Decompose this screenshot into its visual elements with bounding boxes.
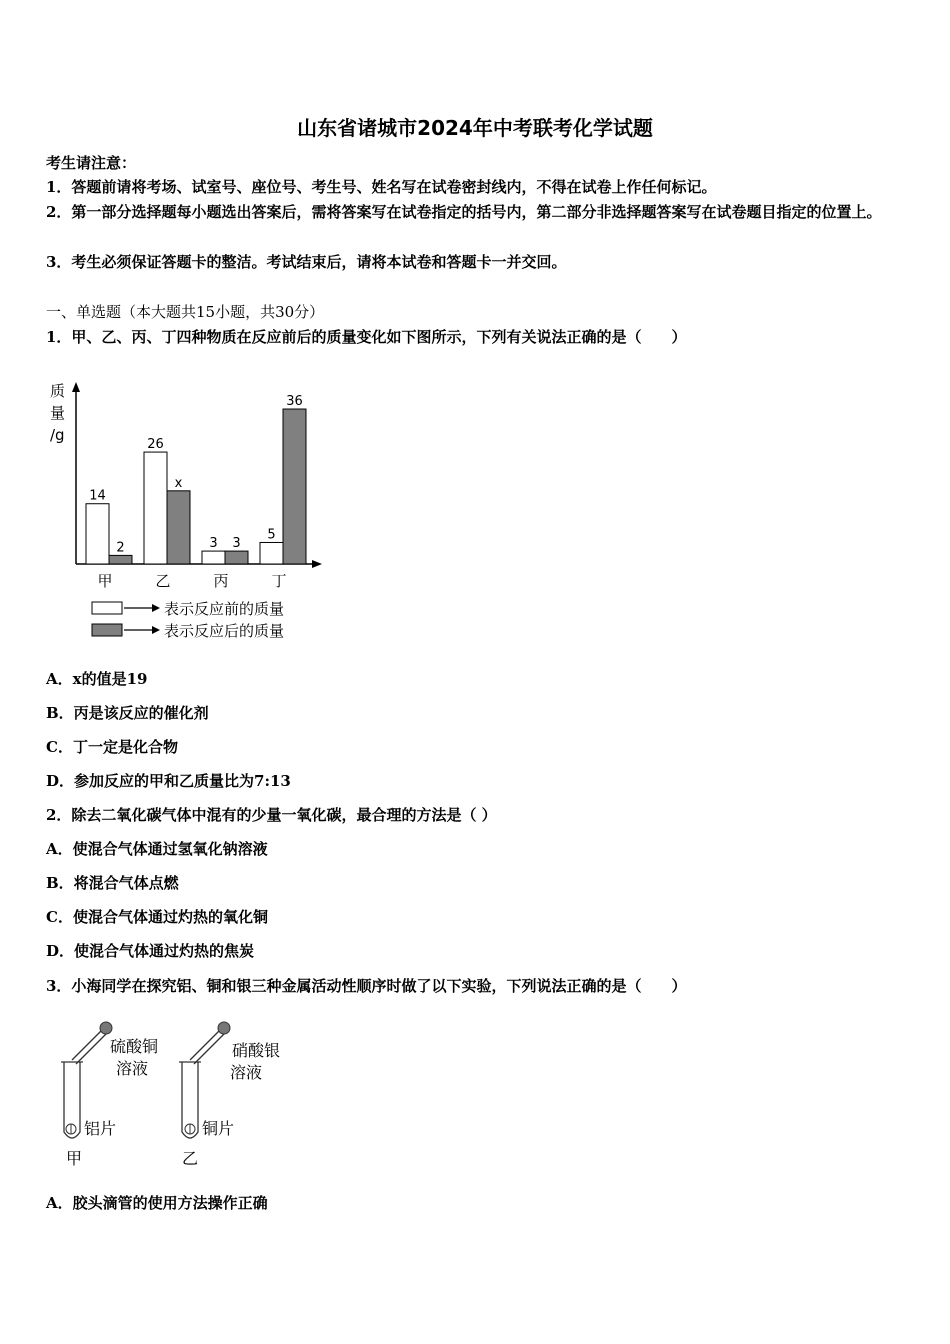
yi-metal-label: 铜片 [202, 1119, 235, 1138]
x-tick-label: 丁 [271, 572, 287, 590]
q1-option-d: D．参加反应的甲和乙质量比为7:13 [46, 772, 291, 790]
y-axis-label: 量 [50, 404, 66, 422]
q1-option-c: C．丁一定是化合物 [46, 738, 178, 756]
yi-solution-line1: 硝酸银 [232, 1041, 281, 1060]
x-tick-label: 乙 [155, 572, 171, 590]
bar-value-label: 26 [147, 437, 164, 453]
bar-value-label: 5 [267, 527, 276, 543]
legend-swatch [92, 624, 122, 636]
x-tick-label: 甲 [97, 572, 113, 590]
q1-option-b: B．丙是该反应的催化剂 [46, 704, 209, 722]
notice-item-1: 1．答题前请将考场、试室号、座位号、考生号、姓名写在试卷密封线内，不得在试卷上作任何标记。 [46, 178, 717, 196]
q2-option-d: D．使混合气体通过灼热的焦炭 [46, 942, 255, 960]
legend-arrow-icon [152, 604, 160, 612]
question-3-stem: 3．小海同学在探究铝、铜和银三种金属活动性顺序时做了以下实验，下列说法正确的是（ ） [46, 977, 687, 995]
x-axis-arrow [312, 560, 322, 568]
y-axis-label: /g [50, 426, 65, 444]
experiment-figure [50, 1012, 310, 1172]
yi-solution-line2: 溶液 [230, 1063, 263, 1082]
jia-name: 甲 [66, 1149, 83, 1168]
bar [86, 504, 109, 564]
bar [283, 409, 306, 564]
notice-heading: 考生请注意： [46, 154, 137, 172]
bar [109, 555, 132, 564]
y-axis-label: 质 [50, 382, 66, 400]
legend-arrow-icon [152, 626, 160, 634]
test-tube-yi [179, 1062, 201, 1138]
q2-option-a: A．使混合气体通过氢氧化钠溶液 [46, 840, 268, 858]
bar [225, 551, 248, 564]
notice-item-3: 3．考生必须保证答题卡的整洁。考试结束后，请将本试卷和答题卡一并交回。 [46, 253, 567, 271]
y-axis-arrow [72, 382, 80, 392]
question-1-stem: 1．甲、乙、丙、丁四种物质在反应前后的质量变化如下图所示，下列有关说法正确的是（ ） [46, 328, 687, 346]
legend-swatch [92, 602, 122, 614]
legend-label: 表示反应前的质量 [164, 600, 285, 618]
bar-value-label: 3 [209, 536, 218, 552]
bar-value-label: 36 [286, 394, 303, 410]
legend-label: 表示反应后的质量 [164, 622, 285, 640]
jia-solution-line2: 溶液 [116, 1059, 149, 1078]
bar [167, 491, 190, 564]
test-tube-jia [61, 1062, 83, 1138]
q2-option-b: B．将混合气体点燃 [46, 874, 179, 892]
jia-metal-label: 铝片 [84, 1119, 117, 1138]
bar-value-label: 14 [89, 488, 106, 504]
jia-solution-line1: 硫酸铜 [110, 1037, 159, 1056]
mass-bar-chart [40, 370, 340, 650]
bar [202, 551, 225, 564]
bar-value-label: 3 [232, 536, 241, 552]
q2-option-c: C．使混合气体通过灼热的氧化铜 [46, 908, 268, 926]
question-2-stem: 2．除去二氧化碳气体中混有的少量一氧化碳，最合理的方法是（ ） [46, 806, 497, 824]
x-tick-label: 丙 [213, 572, 229, 590]
section-heading: 一、单选题（本大题共15小题，共30分） [46, 303, 325, 321]
notice-item-2: 2．第一部分选择题每小题选出答案后，需将答案写在试卷指定的括号内，第二部分非选择题答案写在试卷题目指定的位置上。 [46, 203, 882, 221]
bar-value-label: 2 [116, 540, 125, 556]
chart-legend [92, 600, 284, 640]
bar [144, 452, 167, 564]
bar [260, 542, 283, 564]
bar-value-label: x [174, 475, 183, 491]
page-title: 山东省诸城市2024年中考联考化学试题 [297, 116, 653, 140]
q3-option-a: A．胶头滴管的使用方法操作正确 [46, 1194, 268, 1212]
yi-name: 乙 [182, 1149, 199, 1168]
q1-option-a: A．x的值是19 [46, 670, 148, 688]
dropper-jia [72, 1022, 112, 1064]
dropper-yi [190, 1022, 230, 1064]
